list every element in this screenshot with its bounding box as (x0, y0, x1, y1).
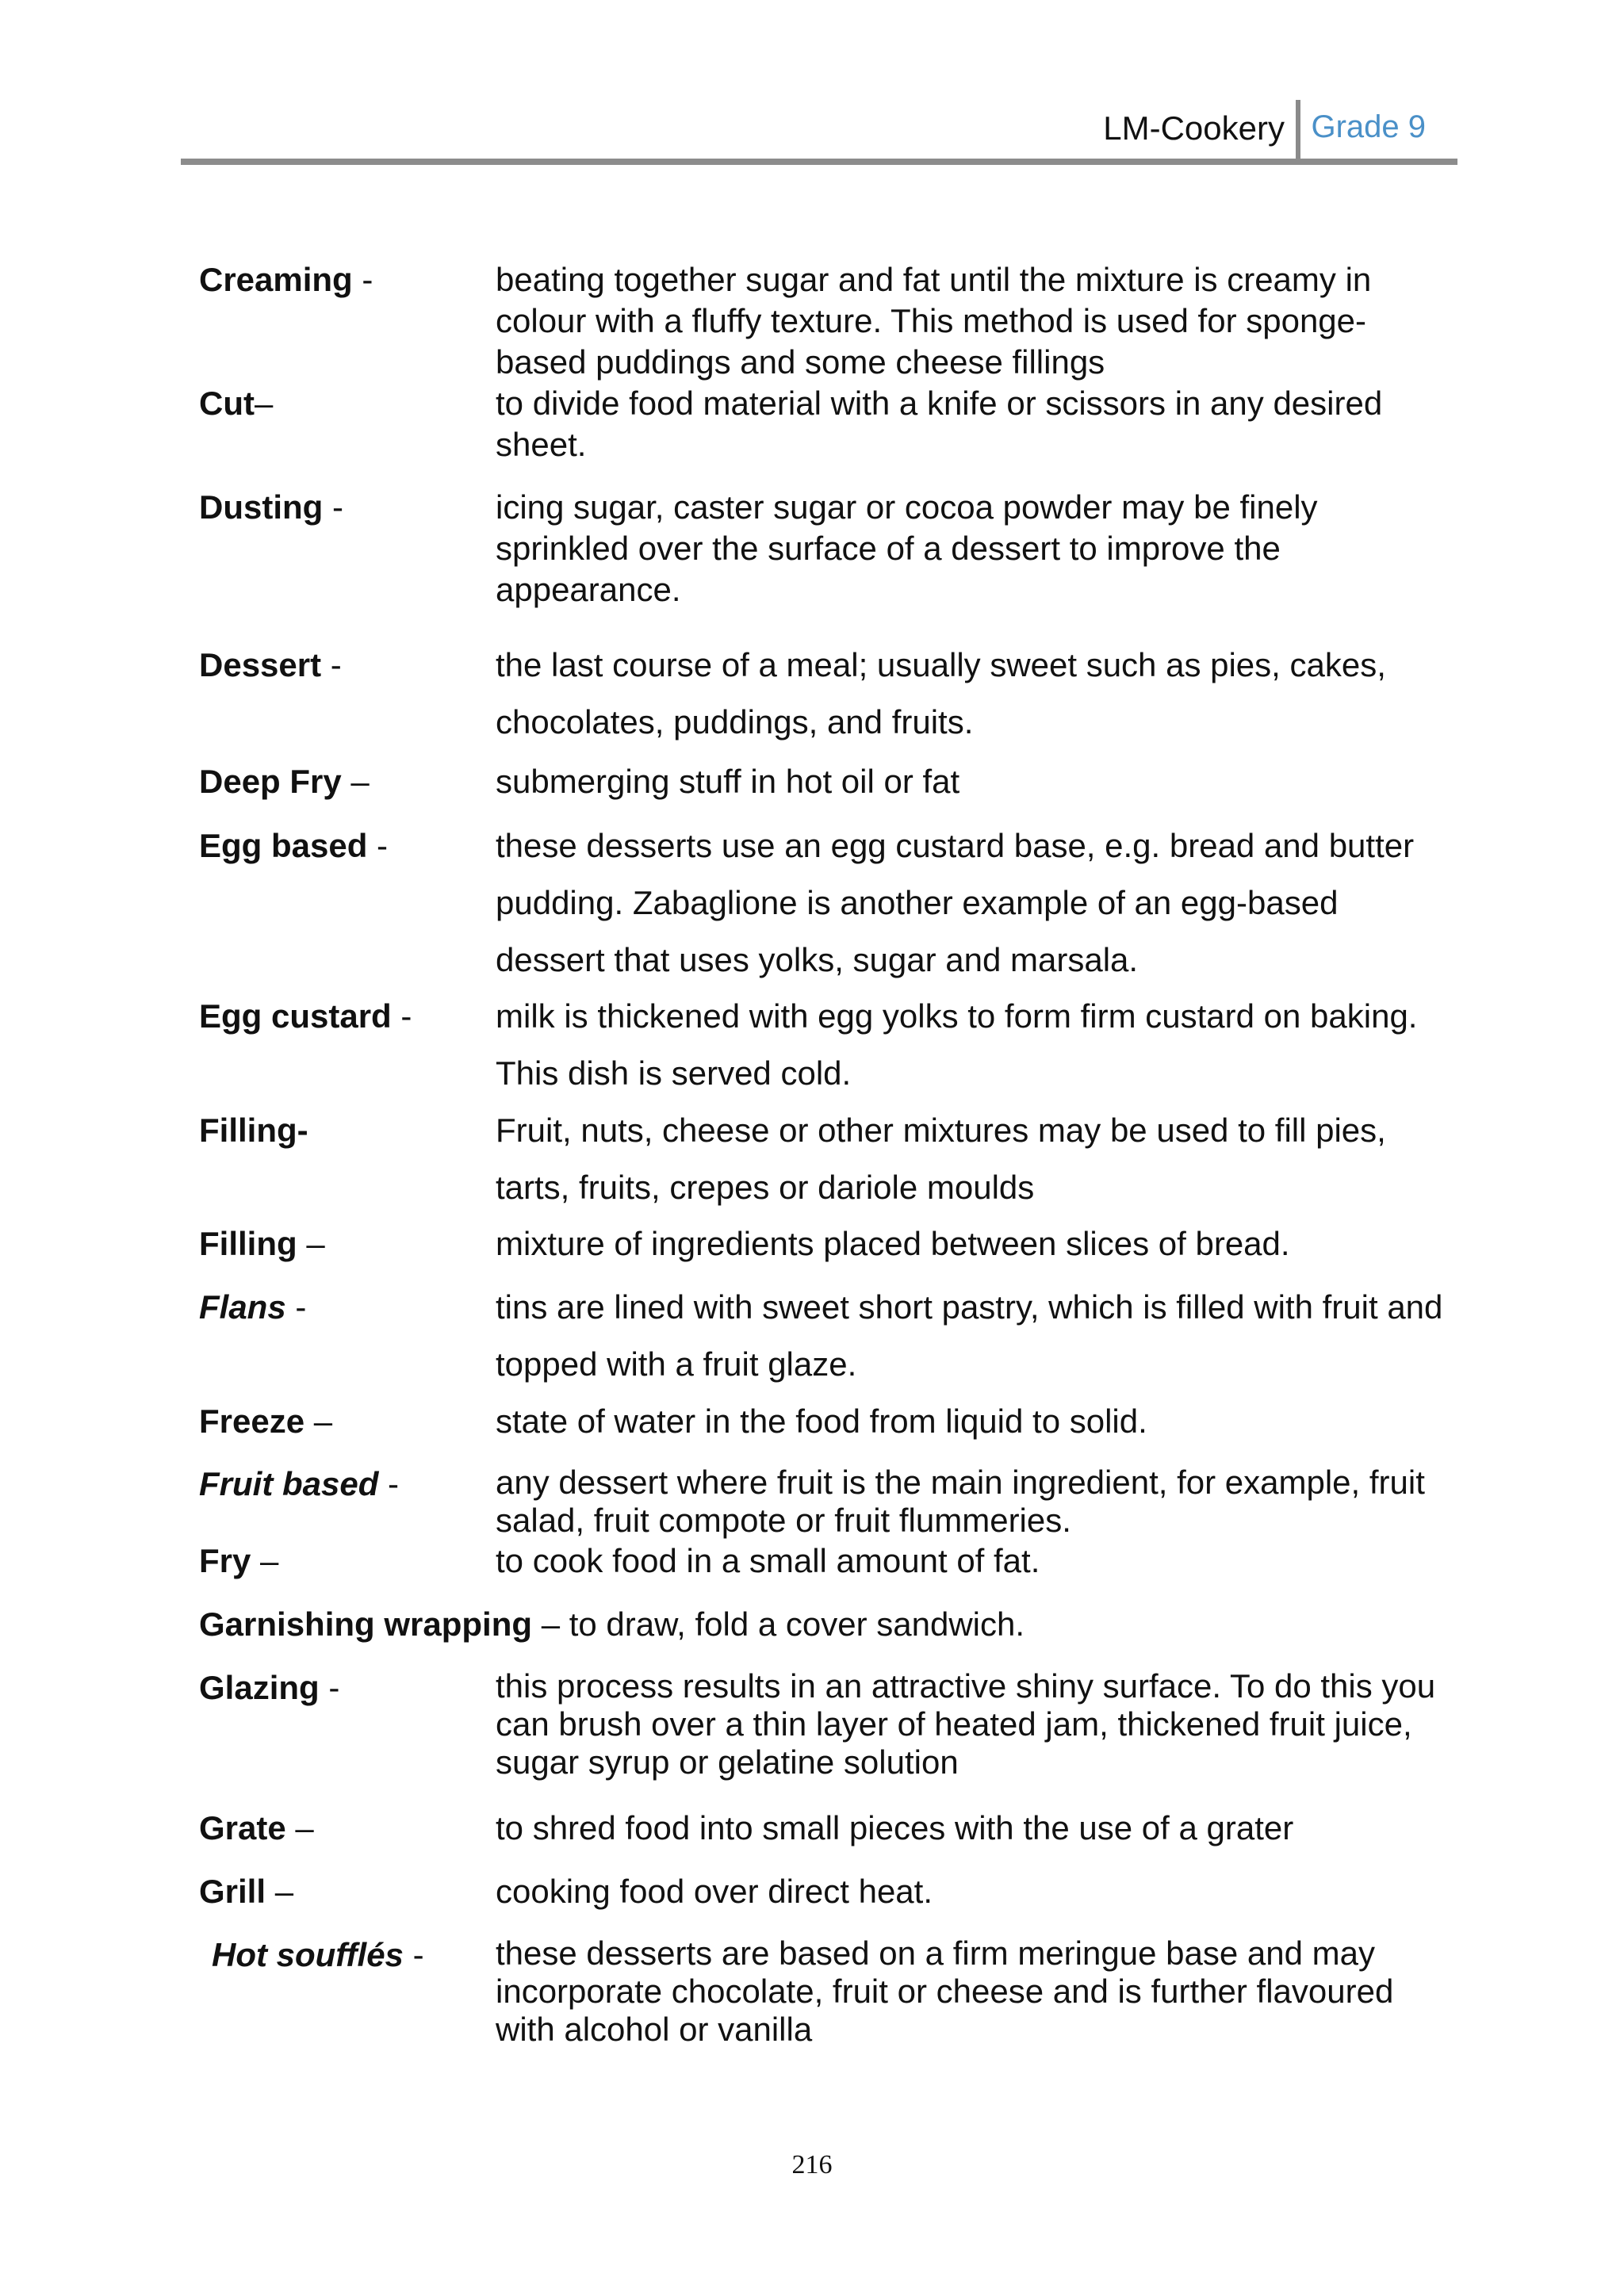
definition: state of water in the food from liquid to solid. (496, 1402, 1147, 1440)
term-with-definition: Garnishing wrapping – to draw, fold a cover sandwich. (199, 1605, 1025, 1643)
definition: tins are lined with sweet short pastry, which is filled with fruit and topped with a fruit glaze. (496, 1288, 1443, 1383)
page-number: 216 (791, 2150, 833, 2179)
term: Creaming - (199, 261, 373, 298)
definition: mixture of ingredients placed between slices of bread. (496, 1225, 1290, 1262)
header-grade-label: Grade 9 (1311, 109, 1426, 144)
term: Filling – (199, 1225, 325, 1262)
definition: to cook food in a small amount of fat. (496, 1542, 1040, 1579)
header-course-title: LM-Cookery (1103, 109, 1285, 147)
definition: beating together sugar and fat until the mixture is creamy in colour with a fluffy texture. This method is used for sponge-based puddings and some cheese fillings (496, 261, 1372, 381)
term: Egg custard - (199, 997, 412, 1035)
definition: these desserts are based on a firm meringue base and may incorporate chocolate, fruit or cheese and is further flavoured with alcohol or vanilla (496, 1934, 1394, 2048)
definition: cooking food over direct heat. (496, 1873, 933, 1910)
definition: the last course of a meal; usually sweet such as pies, cakes, chocolates, puddings, and fruits. (496, 646, 1386, 740)
term: Flans - (199, 1288, 307, 1326)
term: Fruit based - (199, 1465, 400, 1502)
definition: any dessert where fruit is the main ingredient, for example, fruit salad, fruit compote or fruit flummeries. (496, 1464, 1425, 1539)
term: Dessert - (199, 646, 342, 683)
term: Dusting - (199, 488, 343, 526)
header-divider (1296, 100, 1300, 160)
definition: milk is thickened with egg yolks to form firm custard on baking. This dish is served cold. (496, 997, 1418, 1092)
definition: icing sugar, caster sugar or cocoa powder may be finely sprinkled over the surface of a dessert to improve the appearance. (496, 488, 1318, 608)
definition: these desserts use an egg custard base, e.g. bread and butter pudding. Zabaglione is another example of an egg-based dessert that uses yolks, sugar and marsala. (496, 827, 1415, 978)
term: Freeze – (199, 1402, 333, 1440)
page-header (181, 95, 1457, 165)
term: Glazing - (199, 1669, 340, 1706)
definition: Fruit, nuts, cheese or other mixtures may be used to fill pies, tarts, fruits, crepes or dariole moulds (496, 1112, 1386, 1206)
term: Hot soufflés - (212, 1936, 424, 1973)
term: Cut– (199, 385, 274, 422)
definition: this process results in an attractive shiny surface. To do this you can brush over a thin layer of heated jam, thickened fruit juice, sugar syrup or gelatine solution (496, 1667, 1436, 1781)
term: Fry – (199, 1542, 279, 1579)
term: Grate – (199, 1809, 314, 1846)
definition: to divide food material with a knife or scissors in any desired sheet. (496, 385, 1383, 463)
term: Deep Fry – (199, 763, 370, 800)
header-rule (181, 159, 1457, 165)
definition: submerging stuff in hot oil or fat (496, 763, 960, 800)
definition: to shred food into small pieces with the use of a grater (496, 1809, 1294, 1846)
term: Grill – (199, 1873, 294, 1910)
term: Filling- (199, 1112, 308, 1149)
term: Egg based - (199, 827, 389, 864)
